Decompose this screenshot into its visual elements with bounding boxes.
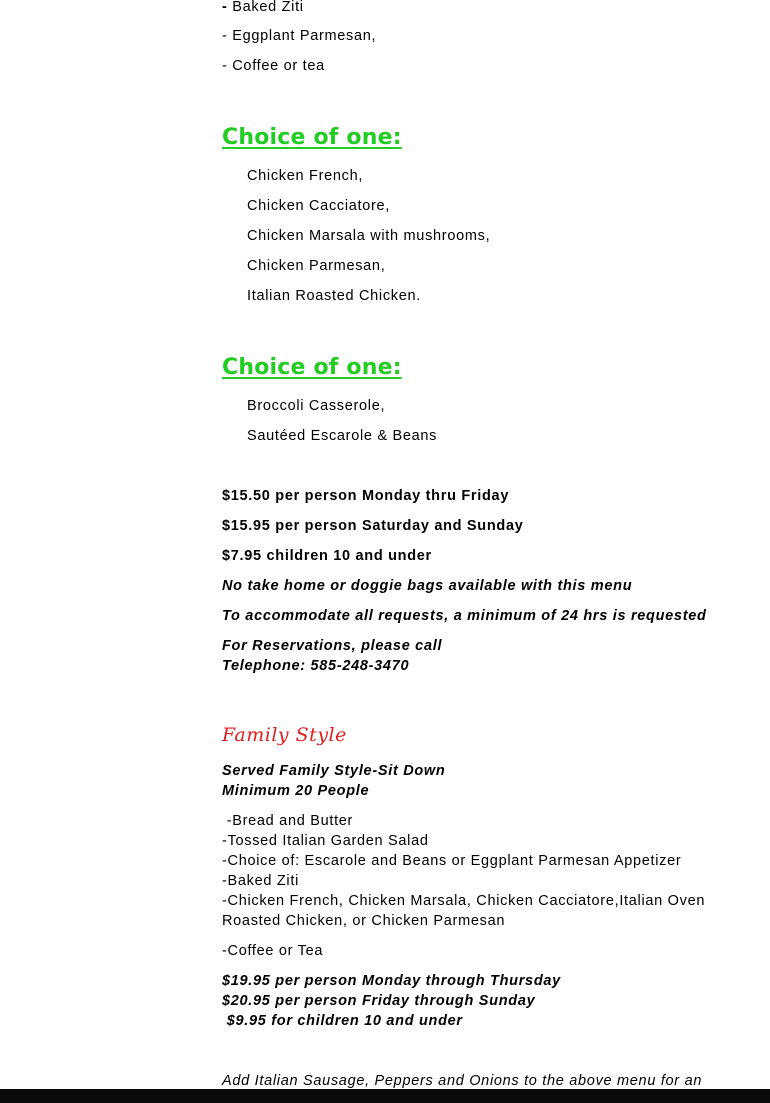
- family-minimum: Minimum 20 People: [222, 783, 370, 799]
- choice1-item: Chicken Marsala with mushrooms,: [247, 228, 491, 244]
- price-weekend: $15.95 per person Saturday and Sunday: [222, 518, 524, 534]
- accommodate-note: To accommodate all requests, a minimum of 24 hrs is requested: [222, 608, 707, 624]
- family-style-heading: Family Style: [222, 724, 347, 746]
- choice-heading-2: Choice of one:: [222, 355, 402, 380]
- family-price-fri-sun: $20.95 per person Friday through Sunday: [222, 993, 536, 1009]
- reservations-note: For Reservations, please call: [222, 638, 443, 654]
- choice1-item: Chicken French,: [247, 168, 364, 184]
- choice1-item: Italian Roasted Chicken.: [247, 288, 421, 304]
- family-item: -Baked Ziti: [222, 873, 299, 889]
- baked-ziti-item: [222, 0, 304, 17]
- bottom-bar: [0, 1089, 770, 1103]
- family-coffee: -Coffee or Tea: [222, 943, 324, 959]
- choice1-item: Chicken Cacciatore,: [247, 198, 391, 214]
- choice-heading-1: Choice of one:: [222, 125, 402, 150]
- item-text: Baked Ziti: [227, 0, 304, 15]
- price-weekday: $15.50 per person Monday thru Friday: [222, 488, 510, 504]
- telephone: Telephone: 585-248-3470: [222, 658, 410, 674]
- choice2-item: Broccoli Casserole,: [247, 398, 386, 414]
- family-served: Served Family Style-Sit Down: [222, 763, 446, 779]
- family-item: Roasted Chicken, or Chicken Parmesan: [222, 913, 506, 929]
- family-price-mon-thu: $19.95 per person Monday through Thursday: [222, 973, 561, 989]
- family-item: -Choice of: Escarole and Beans or Eggplant Parmesan Appetizer: [222, 853, 682, 869]
- choice2-item: Sautéed Escarole & Beans: [247, 428, 438, 444]
- family-item: -Chicken French, Chicken Marsala, Chicken Cacciatore,Italian Oven: [222, 893, 706, 909]
- eggplant-item: - Eggplant Parmesan,: [222, 28, 377, 44]
- no-takehome-note: No take home or doggie bags available with this menu: [222, 578, 633, 594]
- price-children: $7.95 children 10 and under: [222, 548, 432, 564]
- choice1-item: Chicken Parmesan,: [247, 258, 386, 274]
- coffee-item: - Coffee or tea: [222, 58, 325, 74]
- item-dash: -: [222, 0, 228, 15]
- add-on-note: Add Italian Sausage, Peppers and Onions to the above menu for an: [222, 1073, 703, 1089]
- family-item: -Tossed Italian Garden Salad: [222, 833, 429, 849]
- family-item: -Bread and Butter: [222, 813, 354, 829]
- family-price-children: $9.95 for children 10 and under: [222, 1013, 463, 1029]
